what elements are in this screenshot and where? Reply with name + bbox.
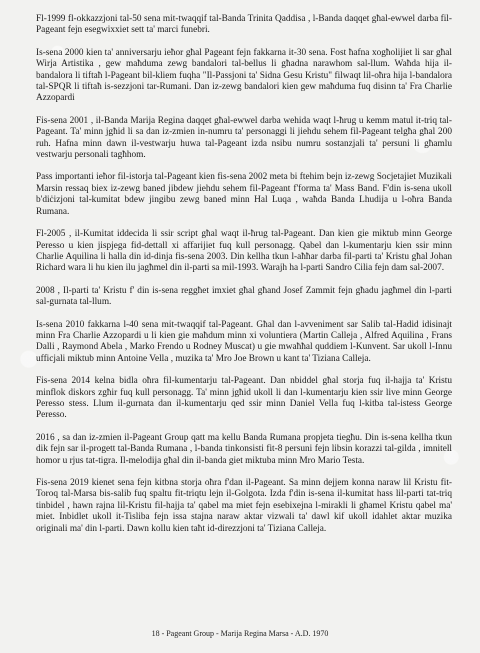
body-text	[36, 14, 452, 546]
page-footer: 18 - Pageant Group - Marija Regina Marsa - A.D. 1970	[151, 629, 329, 638]
paragraph-2001: Fis-sena 2001 , il-Banda Marija Regina daqqet għal-ewwel darba wehida waqt l-ħrug u kemm matul it-triq tal-Pageant. Ta' minn jgħid li sa dan iz-zmien in-numru ta' personaggi li jiehdu sehem fil-Pageant telgħa għal 200 ruh. Hafna minn dawn il-vestwarju huwa tal-Pageant izda nsibu numru sostanzjali ta' persuni li għamlu vestwarju personali tagħhom.	[36, 115, 452, 161]
paragraph-2019: Fis-sena 2019 kienet sena fejn kitbna storja oħra f'dan il-Pageant. Sa minn dejjem konna naraw lil Kristu fit-Toroq tal-Marsa bis-salib fuq spaltu fit-triqtu lejn il-Golgota. Izda f'din is-sena il-kumitat hass lil-parti tat-triq tinbidel , hawn rajna lil-Kristu fil-hajja ta' qabel ma miet fejn esebixejna l-mirakli li għamel Kristu qabel ma' miet. Inbidlet ukoll it-Tisliba fejn issa stajna naraw aktar vizwali ta' dawl kif ukoll idahlet aktar muzika originali ma' din l-parti. Dawn kollu kien taħt id-direzzjoni ta' Tiziana Calleja.	[36, 478, 452, 534]
paragraph-2002: Pass importanti ieħor fil-istorja tal-Pageant kien fis-sena 2002 meta bi ftehim bejn iz-zewg Socjetajiet Muzikali Marsin ressaq biex iz-zewg baned jibdew jiehdu sehem fil-Pageant f'forma ta' Mass Band. F'din is-sena ukoll b'diċizjoni tal-kumitat bdew jingibu zewg baned minn Hal Luqa , waħda Banda Lhudija u l-oħra Banda Rumana.	[36, 172, 452, 217]
paragraph-1999: Fl-1999 fl-okkazzjoni tal-50 sena mit-twaqqif tal-Banda Trinita Qaddisa , l-Banda daqqet għal-ewwel darba fil-Pageant fejn esegwixxiet sett ta' marci funebri.	[36, 14, 452, 36]
paragraph-2010: Is-sena 2010 fakkarna l-40 sena mit-twaqqif tal-Pageant. Għal dan l-avveniment sar Salib tal-Hadid idisinajt minn Fra Charlie Azzopardi u li kien gie maħdum minn xi voluntiera (Martin Calleja , Alfred Aquilina , Frans Dalli , Raymond Abela , Marko Frendo u Rodney Muscat) u gie mwaħħal quddiem l-Kunvent. Sar ukoll l-Innu ufficjali miktub minn Antoine Vella , muzika ta' Mro Joe Brown u kant ta' Tiziana Calleja.	[36, 319, 452, 364]
paragraph-2016: 2016 , sa dan iz-zmien il-Pageant Group qatt ma kellu Banda Rumana propjeta tiegħu. Din is-sena kellha tkun dik fejn sar il-progett tal-Banda Rumana , l-banda tinkonsisti fit-8 persuni fejn libsin korazzi tal-gilda , imnitell homor u rjus tat-tigra. Il-melodija għal din il-banda giet miktuba minn Mro Mario Testa.	[36, 432, 452, 466]
paragraph-2008: 2008 , Il-parti ta' Kristu f' din is-sena reggħet imxiet għal għand Josef Zammit fejn għadu jagħmel din l-parti sal-gurnata tal-llum.	[36, 285, 452, 308]
paragraph-2000: Is-sena 2000 kien ta' anniversarju ieħor għal Pageant fejn fakkarna it-30 sena. Fost ħafna xogħolijiet li sar għal Wirja Artistika , gew maħduma zewg bandalori tal-bellus li għadna narawhom sal-llum. Waħda hija il-bandalora li tiftaħ l-Pageant bil-kliem fuqha "Il-Passjoni ta' Sidna Gesu Kristu" filwaqt lil-oħra hija l-bandalora tal-SPQR li tiftaħ is-sezzjoni tar-Rumani. Dan iz-zewg bandalori kien gew maħduma fuq disinn ta' Fra Charlie Azzopardi	[36, 47, 452, 104]
paragraph-2005: Fl-2005 , il-Kumitat iddecida li ssir script għal waqt il-ħrug tal-Pageant. Dan kien gie miktub minn George Peresso u kien jispjega fid-dettall xi affarijiet fuq kull personagg. Qabel dan l-kumentarju kien ssir minn Charlie Aquilina li halla din id-dinja fis-sena 2003. Din kellha tkun l-aħħar darba fil-parti ta' Kristu għal Johan Richard wara li hu kien ilu jagħmel din il-parti sa mil-1993. Warajh ha l-parti Sandro Cilia fejn dam sal-2007.	[36, 229, 452, 274]
paragraph-2014: Fis-sena 2014 kelna bidla oħra fil-kumentarju tal-Pageant. Dan nbiddel għal storja fuq il-hajja ta' Kristu minflok diskors zgħir fuq kull personagg. Ta' minn jgħid ukoll li dan l-kumentarju kien ssir live minn George Peresso stess. Llum il-gurnata dan il-kumentarju qed ssir minn Daniel Vella fuq l-kitba tal-istess George Peresso.	[36, 376, 452, 421]
